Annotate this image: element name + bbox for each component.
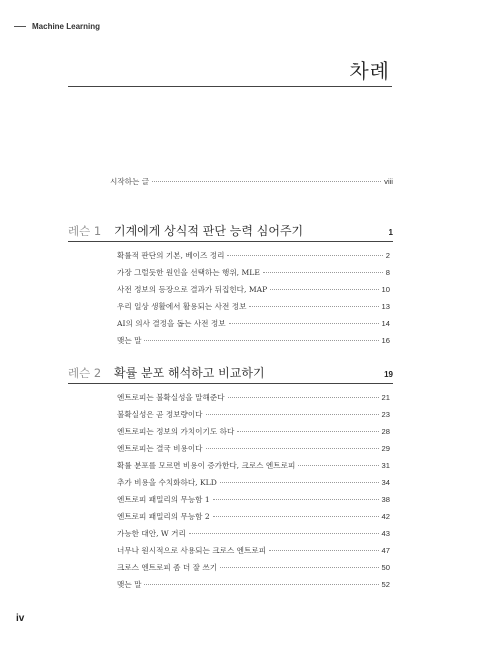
toc-entry-title: 사전 정보의 등장으로 결과가 뒤집힌다, MAP (117, 285, 268, 294)
toc-entry[interactable] (117, 392, 390, 403)
dot-leader (152, 181, 381, 182)
lesson-number: 레슨 1 (68, 224, 102, 238)
toc-entry[interactable] (117, 528, 390, 539)
toc-entry[interactable] (117, 335, 390, 346)
toc-entry-page: 14 (381, 319, 390, 328)
toc-entry-title: AI의 의사 결정을 돕는 사전 정보 (117, 319, 226, 328)
toc-entry-title: 엔트로피 패밀리의 무능함 1 (117, 495, 210, 504)
toc-entry-title: 맺는 말 (117, 580, 142, 589)
title-rule (68, 86, 392, 87)
toc-entry-title: 엔트로피는 결국 비용이다 (117, 444, 203, 453)
toc-entry-title: 가능한 대안, W 거리 (117, 529, 186, 538)
dot-leader (237, 431, 378, 432)
toc-entry[interactable] (117, 579, 390, 590)
toc-entry-page: 31 (381, 461, 390, 470)
toc-entry[interactable] (117, 460, 390, 471)
lesson-rule (68, 241, 393, 242)
lesson-number: 레슨 2 (68, 366, 102, 380)
toc-entry[interactable] (117, 301, 390, 312)
toc-entry[interactable] (117, 426, 390, 437)
page-number: iv (16, 613, 25, 624)
dot-leader (206, 414, 379, 415)
toc-entry[interactable] (117, 443, 390, 454)
toc-entry[interactable] (117, 562, 390, 573)
lesson-page: 1 (388, 228, 393, 237)
toc-entry-title: 우리 일상 생활에서 활용되는 사전 정보 (117, 302, 247, 311)
lesson-heading-2[interactable] (68, 364, 393, 381)
toc-entry[interactable] (117, 318, 390, 329)
toc-entry-page: 34 (381, 478, 390, 487)
toc-entry-page: 29 (381, 444, 390, 453)
dot-leader (227, 255, 382, 256)
dot-leader (220, 482, 379, 483)
toc-entry-title: 추가 비용을 수치화하다, KLD (117, 478, 217, 487)
lesson-heading-1[interactable] (68, 222, 393, 239)
header-dash (14, 26, 26, 27)
lesson-page: 19 (384, 370, 393, 379)
dot-leader (269, 550, 379, 551)
toc-entry-title: 엔트로피는 불확실성을 말해준다 (117, 393, 225, 402)
toc-entry-page: 38 (381, 495, 390, 504)
dot-leader (228, 397, 379, 398)
toc-entry-page: 16 (381, 336, 390, 345)
dot-leader (189, 533, 379, 534)
toc-entry-page: 43 (381, 529, 390, 538)
toc-entry-page: 10 (381, 285, 390, 294)
toc-entry[interactable] (117, 409, 390, 420)
dot-leader (144, 340, 378, 341)
toc-entry-page: 8 (385, 268, 390, 277)
toc-entry[interactable] (117, 267, 390, 278)
lesson-title: 확률 분포 해석하고 비교하기 (114, 366, 265, 380)
dot-leader (298, 465, 378, 466)
dot-leader (249, 306, 378, 307)
toc-entry[interactable] (117, 284, 390, 295)
dot-leader (270, 289, 378, 290)
toc-entry-page: 42 (381, 512, 390, 521)
toc-entry[interactable] (117, 250, 390, 261)
dot-leader (144, 584, 378, 585)
toc-entry[interactable] (117, 477, 390, 488)
toc-entry-title: 가장 그럴듯한 원인을 선택하는 행위, MLE (117, 268, 260, 277)
running-header (14, 22, 100, 31)
dot-leader (213, 516, 379, 517)
toc-entry-page: 50 (381, 563, 390, 572)
toc-entry-title: 시작하는 글 (110, 177, 150, 186)
toc-entry-title: 불확실성은 곧 정보량이다 (117, 410, 203, 419)
toc-entry-title: 너무나 원시적으로 사용되는 크로스 엔트로피 (117, 546, 267, 555)
toc-entry-page: 28 (381, 427, 390, 436)
toc-entry-page: viii (384, 177, 393, 186)
lesson-title: 기계에게 상식적 판단 능력 심어주기 (114, 224, 304, 238)
toc-entry-page: 23 (381, 410, 390, 419)
toc-entry-title: 맺는 말 (117, 336, 142, 345)
toc-entry[interactable] (117, 545, 390, 556)
toc-entry-page: 13 (381, 302, 390, 311)
lesson-rule (68, 383, 393, 384)
toc-entry-intro[interactable] (110, 176, 393, 187)
toc-entry[interactable] (117, 494, 390, 505)
toc-entry-title: 확률 분포를 모르면 비용이 증가한다, 크로스 엔트로피 (117, 461, 296, 470)
toc-entry-page: 21 (381, 393, 390, 402)
dot-leader (206, 448, 379, 449)
toc-entry-page: 52 (381, 580, 390, 589)
dot-leader (220, 567, 378, 568)
page-title: 차례 (349, 59, 390, 83)
dot-leader (213, 499, 379, 500)
toc-entry-page: 47 (381, 546, 390, 555)
dot-leader (229, 323, 379, 324)
toc-entry-title: 엔트로피 패밀리의 무능함 2 (117, 512, 210, 521)
toc-entry-title: 엔트로피는 정보의 가치이기도 하다 (117, 427, 235, 436)
dot-leader (263, 272, 383, 273)
toc-entry-title: 확률적 판단의 기본, 베이즈 정리 (117, 251, 225, 260)
toc-entry-page: 2 (385, 251, 390, 260)
toc-entry-title: 크로스 엔트로피 좀 더 잘 쓰기 (117, 563, 218, 572)
series-name: Machine Learning (32, 22, 101, 31)
toc-entry[interactable] (117, 511, 390, 522)
